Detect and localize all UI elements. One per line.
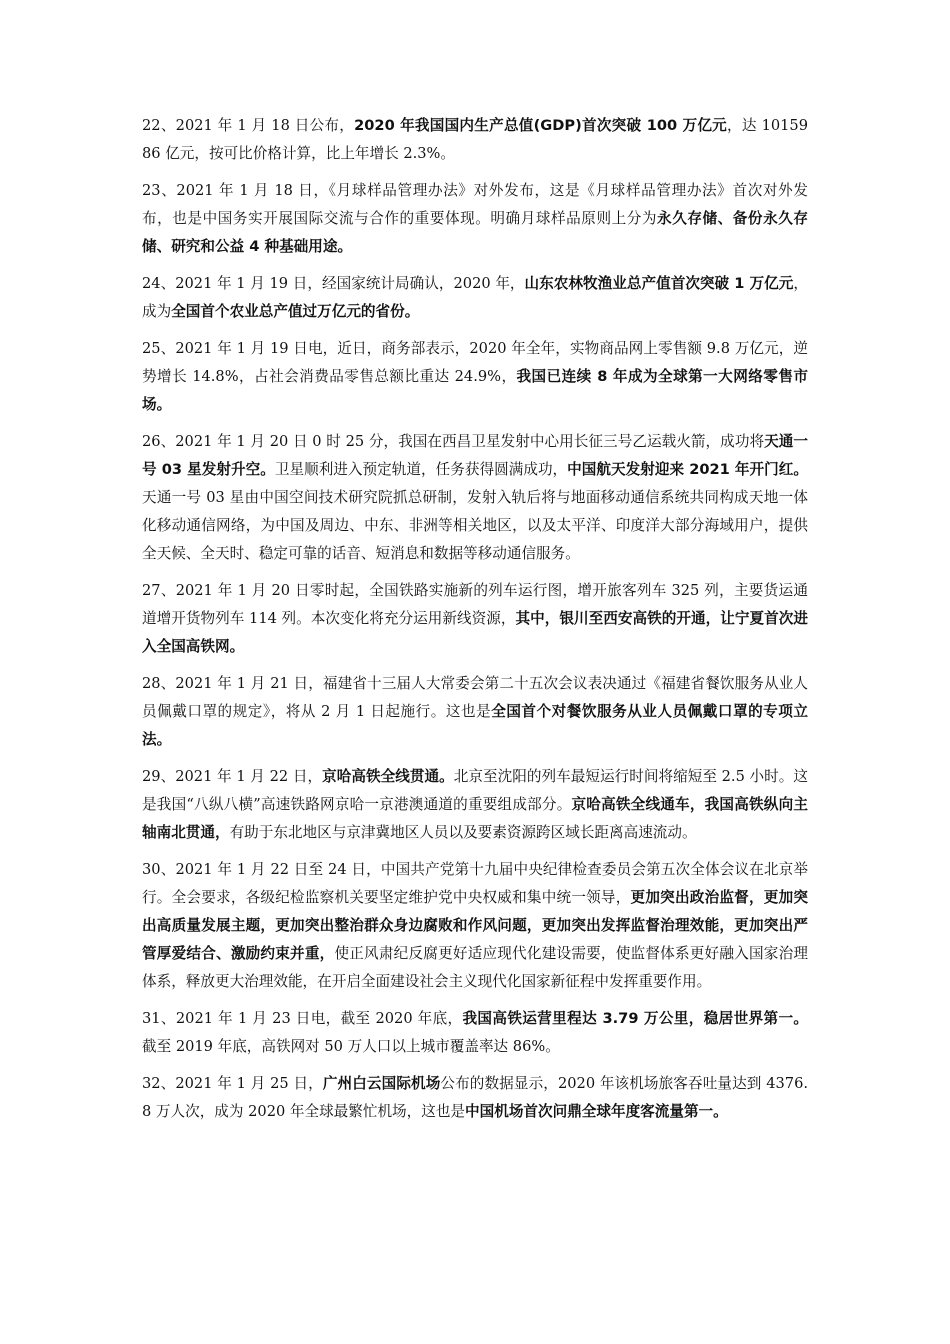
segment: 公布的数据显示，2020 年该机场旅客吞吐量达到 4376.8 万人次，成为 2020 年全球最繁忙机场，这也是 xyxy=(142,1075,808,1120)
highlight: 天通一号 03 星发射升空。 xyxy=(142,433,808,478)
segment: 有助于东北地区与京津冀地区人员以及要素资源跨区域长距离高速流动。 xyxy=(229,824,697,841)
news-item-31 xyxy=(142,1005,808,1061)
segment: 32、2021 年 1 月 25 日， xyxy=(142,1075,323,1092)
highlight: 全国首个农业总产值过万亿元的省份。 xyxy=(171,303,420,320)
highlight: 京哈高铁全线通车，我国高铁纵向主轴南北贯通， xyxy=(142,796,808,841)
highlight: 中国机场首次问鼎全球年度客流量第一。 xyxy=(465,1103,728,1120)
news-item-25 xyxy=(142,335,808,419)
news-item-26 xyxy=(142,428,808,568)
highlight: 中国航天发射迎来 2021 年开门红。 xyxy=(567,461,808,478)
news-item-28 xyxy=(142,670,808,754)
segment: 天通一号 03 星由中国空间技术研究院抓总研制，发射入轨后将与地面移动通信系统共同构成天地一体化移动通信网络，为中国及周边、中东、非洲等相关地区，以及太平洋、印度洋大部分海域用户，提供全天候、全天时、稳定可靠的话音、短消息和数据等移动通信服务。 xyxy=(142,489,808,562)
segment: 30、2021 年 1 月 22 日至 24 日，中国共产党第十九届中央纪律检查委员会第五次全体会议在北京举行。全会要求，各级纪检监察机关要坚定维护党中央权威和集中统一领导， xyxy=(142,861,808,906)
news-item-29 xyxy=(142,763,808,847)
segment: 截至 2019 年底，高铁网对 50 万人口以上城市覆盖率达 86%。 xyxy=(142,1038,560,1055)
segment: 23、2021 年 1 月 18 日，《月球样品管理办法》对外发布，这是《月球样品管理办法》首次对外发布，也是中国务实开展国际交流与合作的重要体现。明确月球样品原则上分为 xyxy=(142,182,808,227)
segment: 22、2021 年 1 月 18 日公布， xyxy=(142,117,355,134)
segment: 25、2021 年 1 月 19 日电，近日，商务部表示，2020 年全年，实物商品网上零售额 9.8 万亿元，逆势增长 14.8%，占社会消费品零售总额比重达 24.9%， xyxy=(142,340,808,385)
segment: 27、2021 年 1 月 20 日零时起，全国铁路实施新的列车运行图，增开旅客列车 325 列，主要货运通道增开货物列车 114 列。本次变化将充分运用新线资源， xyxy=(142,582,808,627)
highlight: 2020 年我国国内生产总值(GDP)首次突破 100 万亿元 xyxy=(354,117,727,134)
highlight: 京哈高铁全线贯通。 xyxy=(322,768,454,785)
highlight: 山东农林牧渔业总产值首次突破 1 万亿元 xyxy=(524,275,794,292)
segment: 28、2021 年 1 月 21 日，福建省十三届人大常委会第二十五次会议表决通过《福建省餐饮服务从业人员佩戴口罩的规定》，将从 2 月 1 日起施行。这也是 xyxy=(142,675,808,720)
news-item-27 xyxy=(142,577,808,661)
news-item-32 xyxy=(142,1070,808,1126)
segment: 北京至沈阳的列车最短运行时间将缩短至 2.5 小时。这是我国“八纵八横”高速铁路网京哈一京港澳通道的重要组成部分。 xyxy=(142,768,808,813)
highlight: 我国已连续 8 年成为全球第一大网络零售市场。 xyxy=(142,368,808,413)
highlight: 其中，银川至西安高铁的开通，让宁夏首次进入全国高铁网。 xyxy=(142,610,808,655)
highlight: 我国高铁运营里程达 3.79 万公里，稳居世界第一。 xyxy=(462,1010,809,1027)
segment: 使正风肃纪反腐更好适应现代化建设需要，使监督体系更好融入国家治理体系，释放更大治理效能，在开启全面建设社会主义现代化国家新征程中发挥重要作用。 xyxy=(142,945,808,990)
segment: 卫星顺利进入预定轨道，任务获得圆满成功， xyxy=(274,461,568,478)
highlight: 更加突出政治监督，更加突出高质量发展主题，更加突出整治群众身边腐败和作风问题，更加突出发挥监督治理效能，更加突出严管厚爱结合、激励约束并重， xyxy=(142,889,808,962)
segment: 26、2021 年 1 月 20 日 0 时 25 分，我国在西昌卫星发射中心用长征三号乙运载火箭，成功将 xyxy=(142,433,765,450)
segment: 24、2021 年 1 月 19 日，经国家统计局确认，2020 年， xyxy=(142,275,525,292)
segment: 29、2021 年 1 月 22 日， xyxy=(142,768,323,785)
segment: 31、2021 年 1 月 23 日电，截至 2020 年底， xyxy=(142,1010,463,1027)
highlight: 广州白云国际机场 xyxy=(322,1075,441,1092)
highlight: 永久存储、备份永久存储、研究和公益 4 种基础用途。 xyxy=(142,210,808,255)
news-item-23 xyxy=(142,177,808,261)
highlight: 全国首个对餐饮服务从业人员佩戴口罩的专项立法。 xyxy=(142,703,808,748)
document-page xyxy=(142,112,808,1135)
news-item-24 xyxy=(142,270,808,326)
news-item-30 xyxy=(142,856,808,996)
segment: ，成为 xyxy=(142,275,808,320)
segment: ，达 1015986 亿元，按可比价格计算，比上年增长 2.3%。 xyxy=(142,117,808,162)
news-item-22 xyxy=(142,112,808,168)
